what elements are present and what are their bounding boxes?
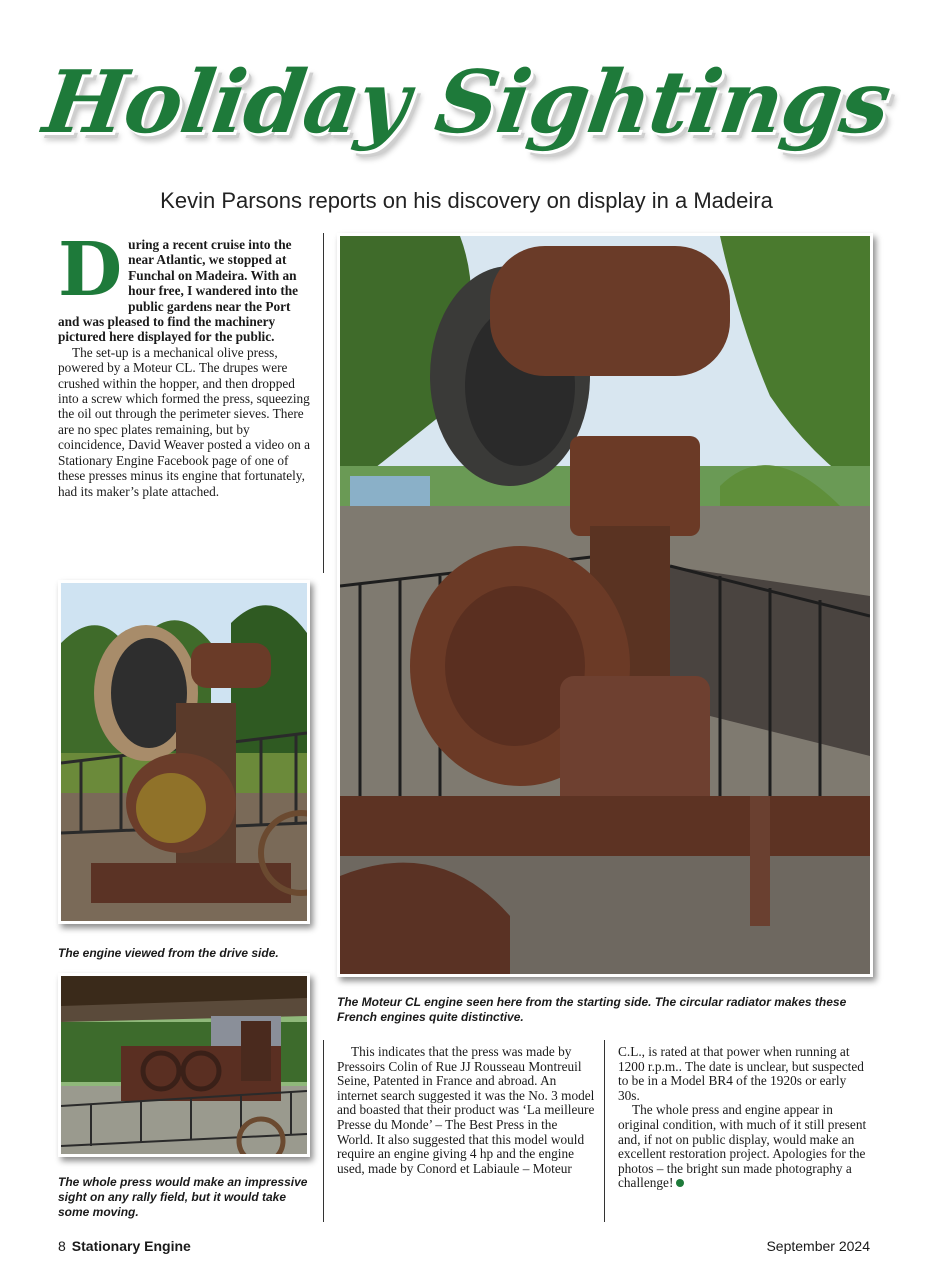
intro-lead-paragraph [58,227,313,345]
intro-text [58,227,313,499]
footer-left [58,1238,191,1254]
caption-drive-side: The engine viewed from the drive side. [58,946,279,960]
photo-drive-side [58,580,310,924]
drop-cap: D [58,227,123,313]
photo-whole-press [58,973,310,1157]
title-text: Holiday Sightings [37,52,896,153]
body-column-2 [618,1045,870,1191]
page-number: 8 [58,1238,66,1254]
body-paragraph-3-text: The whole press and engine appear in original condition, with much of it still present and, if not on public display, would make an excellent restoration project. Apologies for the photos – the bright sun made photography a challenge! [618,1102,867,1191]
column-rule-bottom [323,1040,324,1222]
photo-starting-side-image [340,236,870,974]
body-paragraph-2: C.L., is rated at that power when running at 1200 r.p.m.. The date is unclear, but suspected to be in a Model BR4 of the 1920s or early 30s. [618,1044,864,1103]
end-mark-icon [676,1179,684,1187]
intro-paragraph-2: The set-up is a mechanical olive press, powered by a Moteur CL. The drupes were crushed within the hopper, and then dropped into a screw which formed the press, squeezing the oil out through the perimeter sieves. There are no spec plates remaining, but by coincidence, David Weaver posted a video on a Stationary Engine Facebook page of one of these presses minus its engine that fortunately, had its maker’s plate attached. [58,344,310,499]
body-paragraph-3 [618,1103,870,1191]
subtitle: Kevin Parsons reports on his discovery on display in a Madeira [160,188,773,213]
page-title [0,52,933,172]
magazine-name: Stationary Engine [71,1238,191,1254]
caption-whole-press: The whole press would make an impressive sight on any rally field, but it would take some moving. [58,1175,308,1219]
column-rule-body [604,1040,605,1222]
intro-lead: uring a recent cruise into the near Atlantic, we stopped at Funchal on Madeira. With an hour free, I wandered into the public gardens near the Port and was pleased to find the machinery pictured here displayed for the public. [58,237,299,345]
issue-date: September 2024 [766,1238,870,1254]
body-column-1 [337,1045,595,1176]
column-rule-left [323,233,324,573]
photo-starting-side [337,233,873,977]
caption-starting-side: The Moteur CL engine seen here from the starting side. The circular radiator makes these French engines quite distinctive. [337,995,847,1024]
photo-whole-press-image [61,976,307,1154]
body-paragraph-1: This indicates that the press was made by Pressoirs Colin of Rue JJ Rousseau Montreuil Seine, Patented in France and abroad. An internet search suggested it was the No. 3 model and boasted that their product was ‘La meilleure Presse du Monde’ – The Best Press in the World. It also suggested that this model would require an engine giving 4 hp and the engine used, made by Conord et Labiaule – Moteur [337,1044,595,1176]
photo-drive-side-image [61,583,307,921]
